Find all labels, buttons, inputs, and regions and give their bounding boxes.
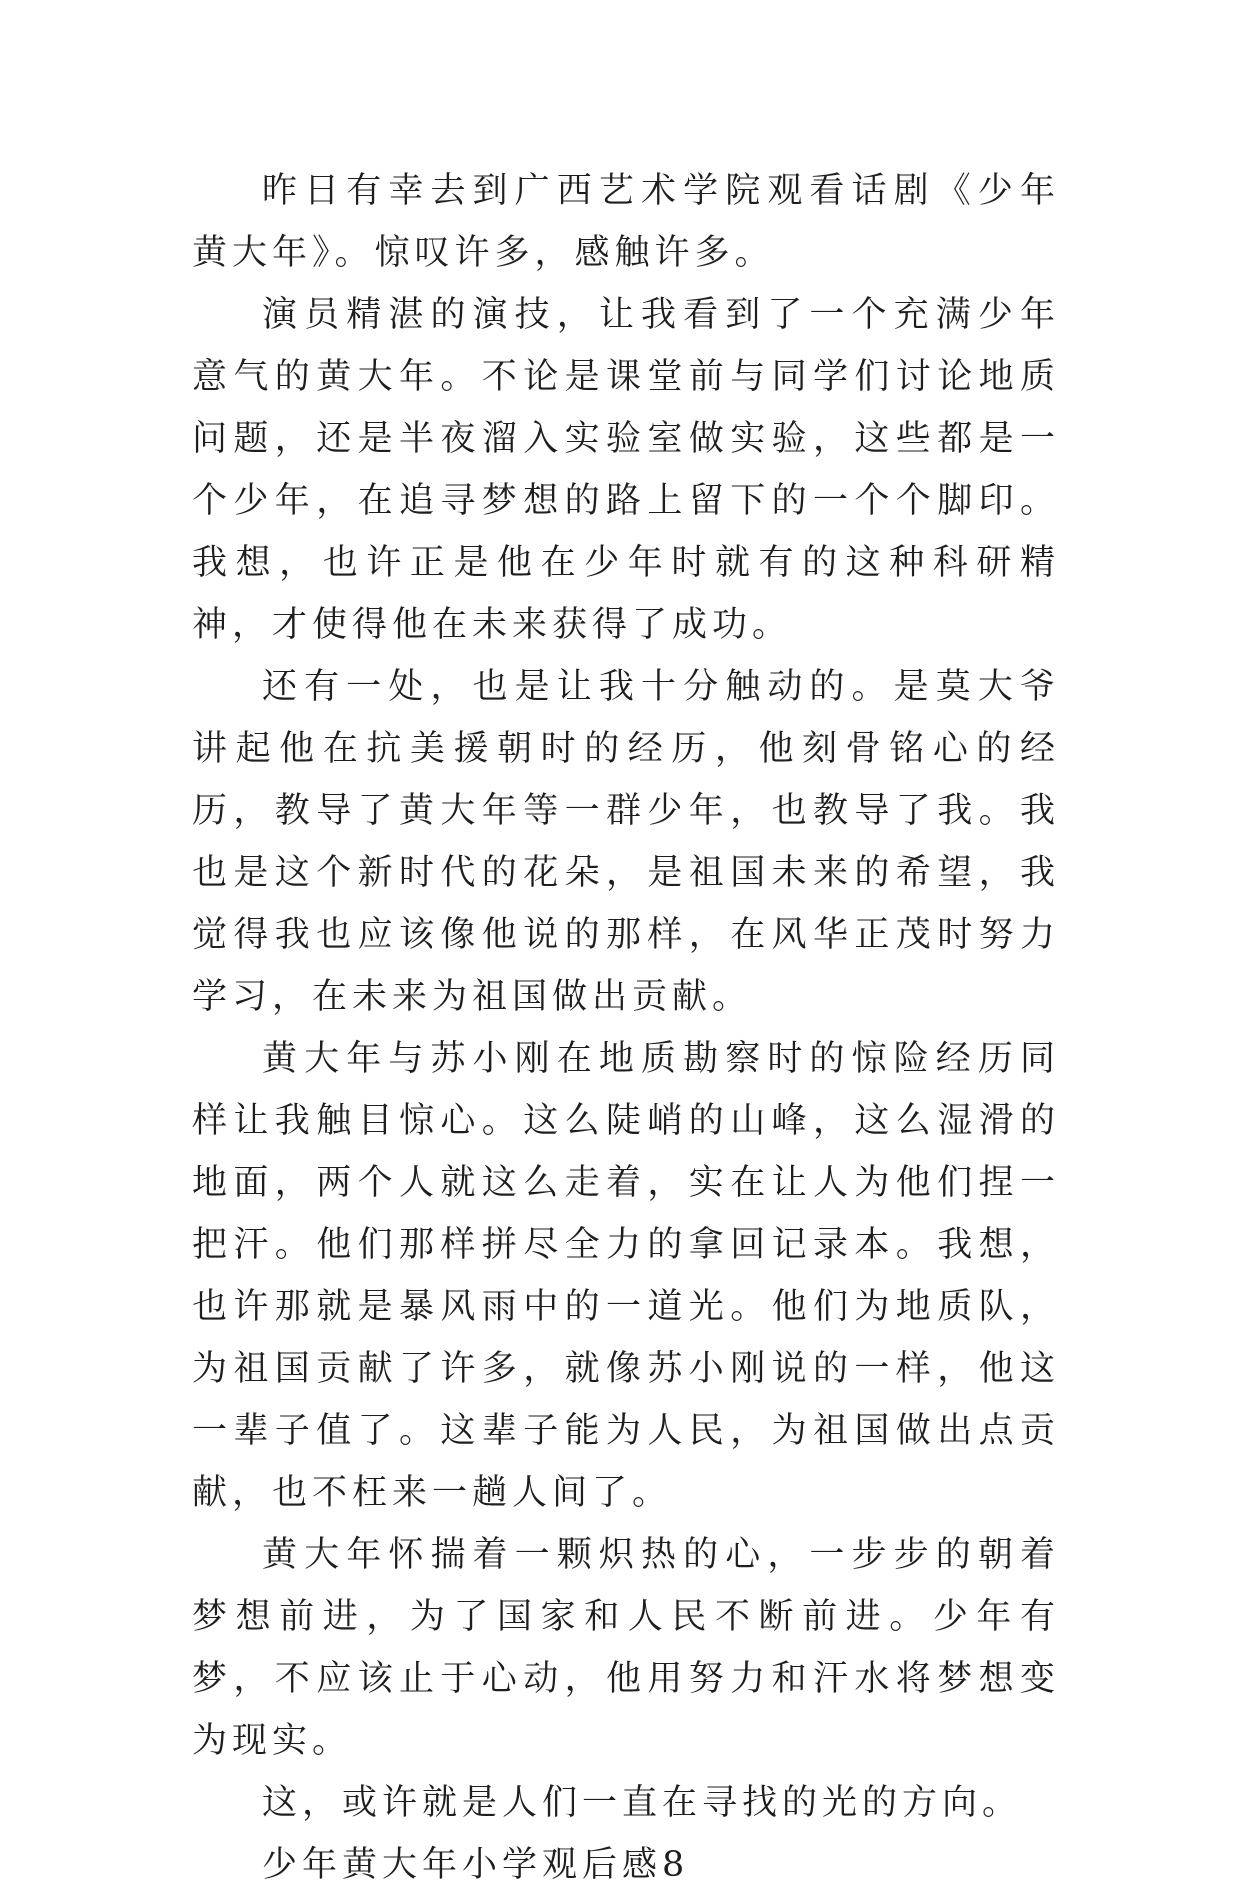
document-page (192, 160, 1060, 1896)
paragraph-2: 演员精湛的演技，让我看到了一个充满少年意气的黄大年。不论是课堂前与同学们讨论地质问题，还是半夜溜入实验室做实验，这些都是一个少年，在追寻梦想的路上留下的一个个脚印。我想，也许正是他在少年时就有的这种科研精神，才使得他在未来获得了成功。 (192, 295, 1060, 645)
paragraph-6: 这，或许就是人们一直在寻找的光的方向。 (262, 1783, 1023, 1823)
paragraph-5: 黄大年怀揣着一颗炽热的心，一步步的朝着梦想前进，为了国家和人民不断前进。少年有梦，不应该止于心动，他用努力和汗水将梦想变为现实。 (192, 1535, 1060, 1761)
paragraph-1: 昨日有幸去到广西艺术学院观看话剧《少年黄大年》。惊叹许多，感触许多。 (192, 171, 1060, 273)
paragraph-3: 还有一处，也是让我十分触动的。是莫大爷讲起他在抗美援朝时的经历，他刻骨铭心的经历，教导了黄大年等一群少年，也教导了我。我也是这个新时代的花朵，是祖国未来的希望，我觉得我也应该像他说的那样，在风华正茂时努力学习，在未来为祖国做出贡献。 (192, 667, 1060, 1017)
section-heading: 少年黄大年小学观后感8 (262, 1845, 690, 1885)
paragraph-4: 黄大年与苏小刚在地质勘察时的惊险经历同样让我触目惊心。这么陡峭的山峰，这么湿滑的地面，两个人就这么走着，实在让人为他们捏一把汗。他们那样拼尽全力的拿回记录本。我想，也许那就是暴风雨中的一道光。他们为地质队，为祖国贡献了许多，就像苏小刚说的一样，他这一辈子值了。这辈子能为人民，为祖国做出点贡献，也不枉来一趟人间了。 (192, 1039, 1060, 1513)
